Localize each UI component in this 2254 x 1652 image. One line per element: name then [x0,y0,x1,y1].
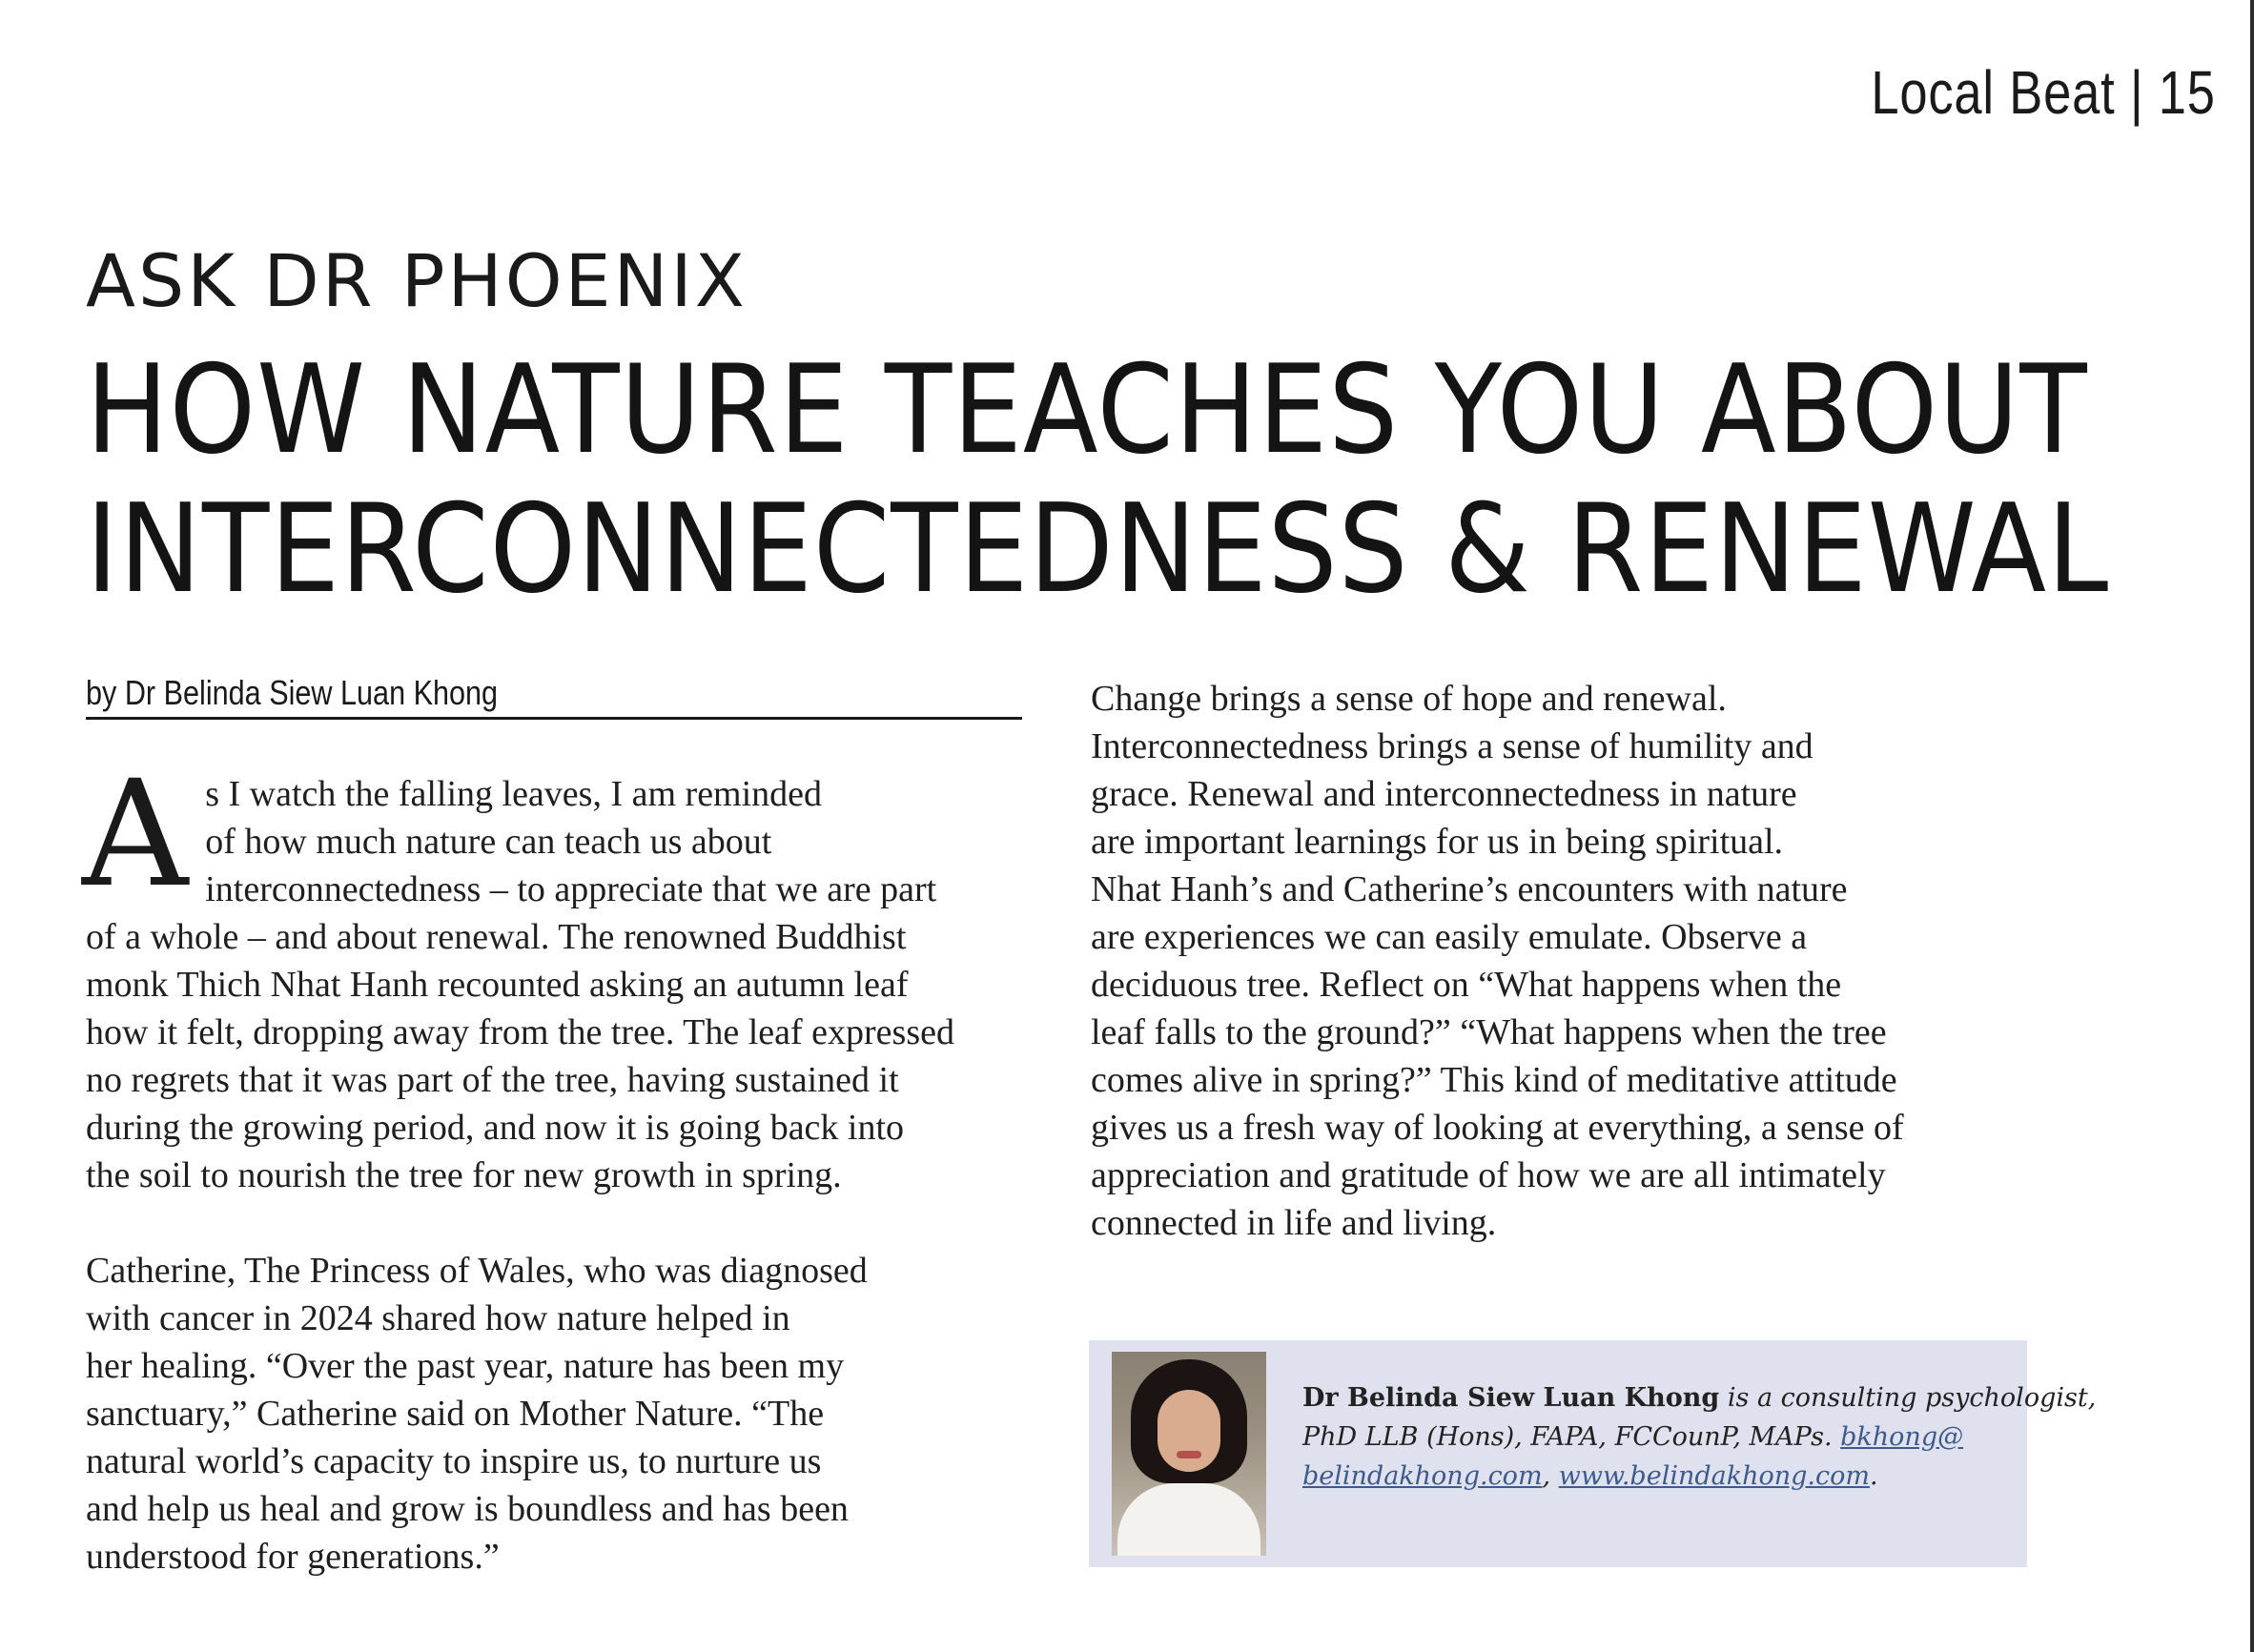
text-line: sanctuary,” Catherine said on Mother Nature. “The [86,1394,825,1434]
text-line: gives us a fresh way of looking at everything, a sense of [1091,1108,1904,1148]
author-role: is a consulting psychologist, [1719,1383,2097,1413]
author-photo [1112,1352,1266,1556]
author-bio-box [1089,1340,2097,1567]
text-line: Interconnectedness brings a sense of humility and [1091,726,1813,766]
text-line: how it felt, dropping away from the tree. The leaf expressed [86,1012,954,1052]
bio-line [1302,1457,2008,1496]
text-line: Nhat Hanh’s and Catherine’s encounters with nature [1091,869,1848,909]
text-line: and help us heal and grow is boundless and has been [86,1489,849,1529]
photo-face [1158,1390,1220,1472]
paragraph-spacer [86,1199,1030,1247]
text-line: monk Thich Nhat Hanh recounted asking an autumn leaf [86,965,909,1005]
email-link[interactable]: bkhong@ [1840,1422,1964,1452]
comma: , [1542,1461,1559,1491]
paragraph-1 [82,749,1030,1199]
photo-lips [1177,1451,1201,1458]
photo-blouse [1117,1483,1260,1556]
bio-line [1302,1378,2097,1417]
text-line: Change brings a sense of hope and renewal. [1091,679,1727,719]
text-line: are important learnings for us in being spiritual. [1091,822,1784,862]
author-name: Dr Belinda Siew Luan Khong [1302,1383,1720,1413]
author-bio-text [1302,1378,2097,1496]
period: . [1869,1461,1878,1491]
byline-text: by Dr Belinda Siew Luan Khong [86,673,499,712]
email-link-domain[interactable]: belindakhong.com [1302,1461,1543,1491]
text-line: leaf falls to the ground?” “What happens when the tree [1091,1012,1887,1052]
text-line: natural world’s capacity to inspire us, to nurture us [86,1441,822,1481]
text-line: no regrets that it was part of the tree, having sustained it [86,1060,899,1100]
text-line: connected in life and living. [1091,1203,1497,1243]
headline-line: INTERCONNECTEDNESS & RENEWAL [86,479,2110,621]
text-line: of how much nature can teach us about [205,822,772,862]
text-line: grace. Renewal and interconnectedness in nature [1091,774,1797,814]
drop-cap: A [82,749,189,920]
headline [86,339,2110,621]
text-line: deciduous tree. Reflect on “What happens when the [1091,965,1842,1005]
author-credentials: PhD LLB (Hons), FAPA, FCCounP, MAPs. [1302,1422,1841,1452]
website-link[interactable]: www.belindakhong.com [1558,1461,1870,1491]
page-number: 15 [2158,58,2216,127]
text-line: during the growing period, and now it is going back into [86,1108,905,1148]
left-column [82,749,1030,1581]
text-line: the soil to nourish the tree for new growth in spring. [86,1155,842,1195]
bio-line [1302,1417,2008,1457]
text-line: her healing. “Over the past year, nature has been my [86,1346,845,1386]
text-line: Catherine, The Princess of Wales, who was diagnosed [86,1251,868,1291]
separator: | [2130,58,2144,127]
text-line: comes alive in spring?” This kind of meditative attitude [1091,1060,1897,1100]
page-edge-rule [2250,0,2254,1652]
text-line: with cancer in 2024 shared how nature helped in [86,1298,790,1338]
paragraph-3 [1091,675,2044,1247]
text-line: interconnectedness – to appreciate that we are part [205,869,937,909]
text-line: are experiences we can easily emulate. Observe a [1091,917,1808,957]
section-name: Local Beat [1871,58,2116,127]
column-kicker: ASK DR PHOENIX [86,238,748,323]
byline [86,673,1022,720]
text-line: s I watch the falling leaves, I am reminded [205,774,823,814]
paragraph-2 [86,1247,1030,1581]
right-column [1091,675,2044,1247]
headline-line: HOW NATURE TEACHES YOU ABOUT [86,339,2088,481]
text-line: of a whole – and about renewal. The renowned Buddhist [86,917,907,957]
running-head [1872,57,2216,128]
text-line: understood for generations.” [86,1537,500,1577]
text-line: appreciation and gratitude of how we are all intimately [1091,1155,1886,1195]
